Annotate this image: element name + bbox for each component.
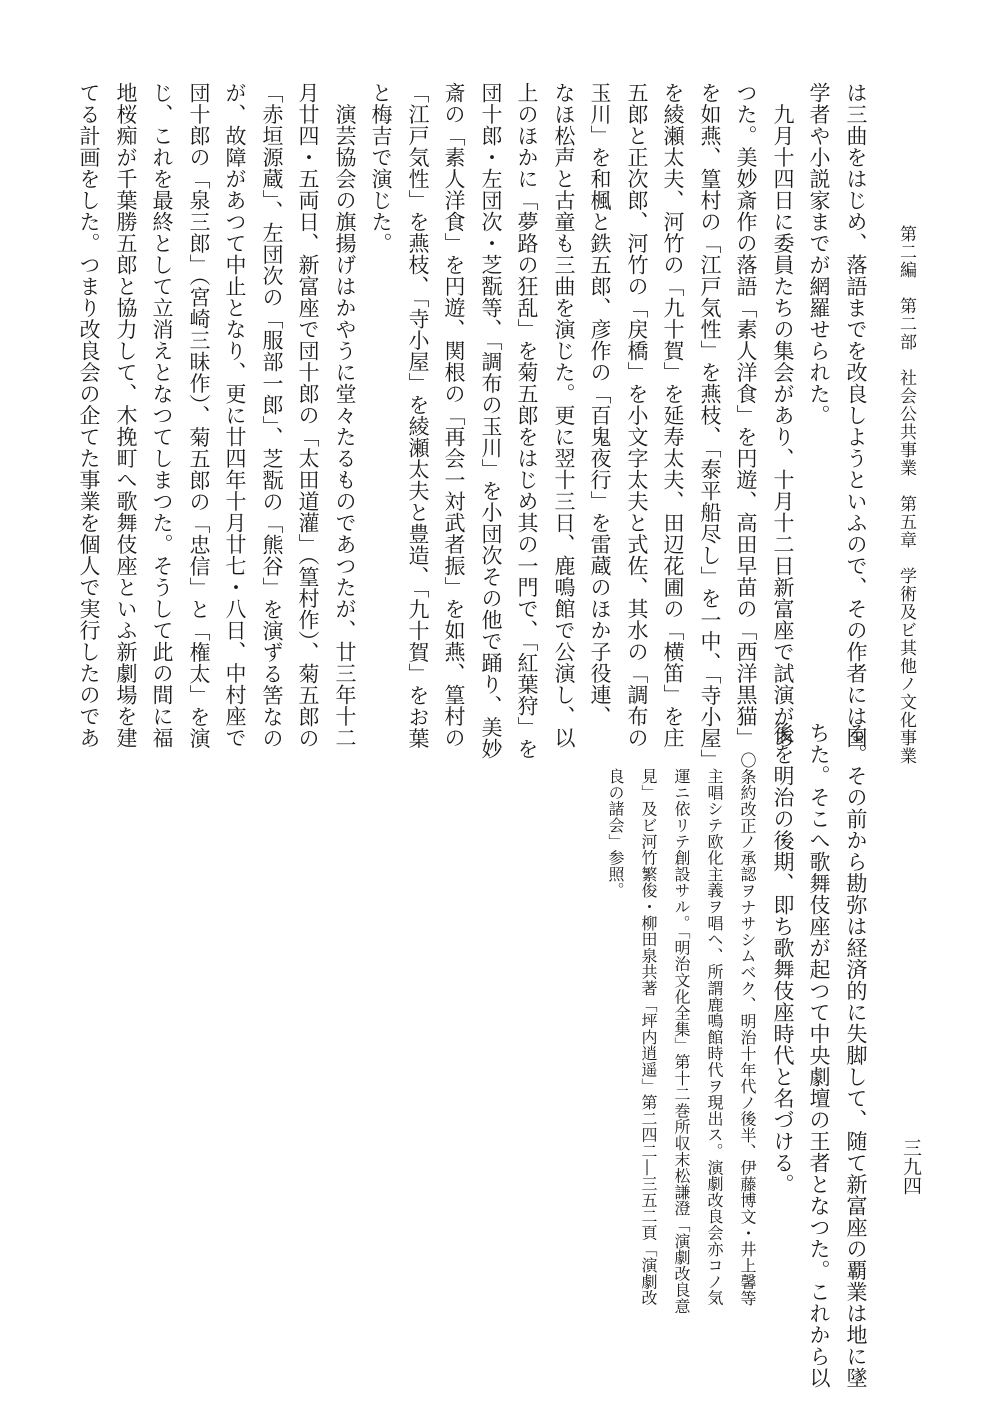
body-column: 五郎と正次郎、河竹の「戻橋」を小文字太夫と式佐、其水の「調布の [625,82,649,749]
footnote-column: 運ニ依リテ創設サル。「明治文化全集」第十二巻所収末松謙澄「演劇改良意 [672,768,691,1315]
footnote-column: 主唱シテ欧化主義ヲ唱ヘ、所謂鹿鳴館時代ヲ現出ス。演劇改良会亦コノ気 [705,768,724,1306]
body-column: 斎の「素人洋食」を円遊、関根の「再会一対武者振」を如燕、篁村の [442,82,466,749]
body-column: じ、これを最終として立消えとなつてしまつた。そうして此の間に福 [150,82,174,749]
running-head: 第二編 第二部 社会公共事業 第五章 学術及ビ其他ノ文化事業 [896,225,916,765]
footnote-column: 見」及ビ河竹繁俊・柳田泉共著「坪内逍遥」第二四二―三五二頁「演劇改 [639,768,658,1306]
body-column: 九月十四日に委員たちの集会があり、十月十二日新富座で試演があ [771,82,795,749]
body-column: を如燕、篁村の「江戸気性」を燕枝、「泰平船尽し」を一中、「寺小屋」 [698,82,722,771]
body-column: 演芸協会の旗揚げはかやうに堂々たるものであつたが、廿三年十二 [333,82,357,749]
body-column-lower: ちた。そこへ歌舞伎座が起つて中央劇壇の王者となつた。これから以 [807,722,831,1389]
body-column: を綾瀬太夫、河竹の「九十賀」を延寿太夫、田辺花圃の「横笛」を庄 [661,82,685,749]
body-column-lower: 後を明治の後期、即ち歌舞伎座時代と名づける。 [771,722,795,1195]
body-column: つた。美妙斎作の落語「素人洋食」を円遊、高田早苗の「西洋黒猫」 [734,82,758,749]
body-column: 月廿四・五両日、新富座で団十郎の「太田道灌」（篁村作）、菊五郎の [296,82,320,749]
body-column: 上のほかに「夢路の狂乱」を菊五郎をはじめ其の一門で、「紅葉狩」を [515,82,539,760]
body-column: てる計画をした。つまり改良会の企てた事業を個人で実行したのであ [77,82,101,749]
body-column: が、故障があつて中止となり、更に廿四年十月廿七・八日、中村座で [223,82,247,749]
body-column: 団十郎・左団次・芝翫等、「調布の玉川」を小団次その他で踊り、美妙 [479,82,503,760]
body-column: 団十郎の「泉三郎」（宮崎三昧作）、菊五郎の「忠信」と「権太」を演 [187,82,211,749]
footnote-column: 良の諸会」参照。 [606,768,625,899]
page-number: 三九四 [900,1138,922,1195]
body-column: 学者や小説家までが網羅せられた。 [807,82,831,426]
body-column: 「江戸気性」を燕枝、「寺小屋」を綾瀬太夫と豊造、「九十賀」をお葉 [406,82,430,749]
body-column: なほ松声と古童も三曲を演じた。更に翌十三日、鹿鳴館で公演し、以 [552,82,576,749]
body-column-lower: る。その前から勘弥は経済的に失脚して、随て新富座の覇業は地に墜 [844,722,868,1389]
body-column: 玉川」を和楓と鉄五郎、彦作の「百鬼夜行」を雷蔵のほか子役連、 [588,82,612,727]
body-column: 「赤垣源蔵」、左団次の「服部一郎」、芝翫の「熊谷」を演ずる筈なの [260,82,284,749]
footnote-column: 〇条約改正ノ承認ヲナサシムベク、明治十年代ノ後半、伊藤博文・井上馨等 [738,752,757,1307]
body-column: と梅吉で演じた。 [369,82,393,254]
body-column: は三曲をはじめ、落語までを改良しようといふので、その作者には国 [844,82,868,749]
body-column: 地桜痴が千葉勝五郎と協力して、木挽町へ歌舞伎座といふ新劇場を建 [114,82,138,749]
